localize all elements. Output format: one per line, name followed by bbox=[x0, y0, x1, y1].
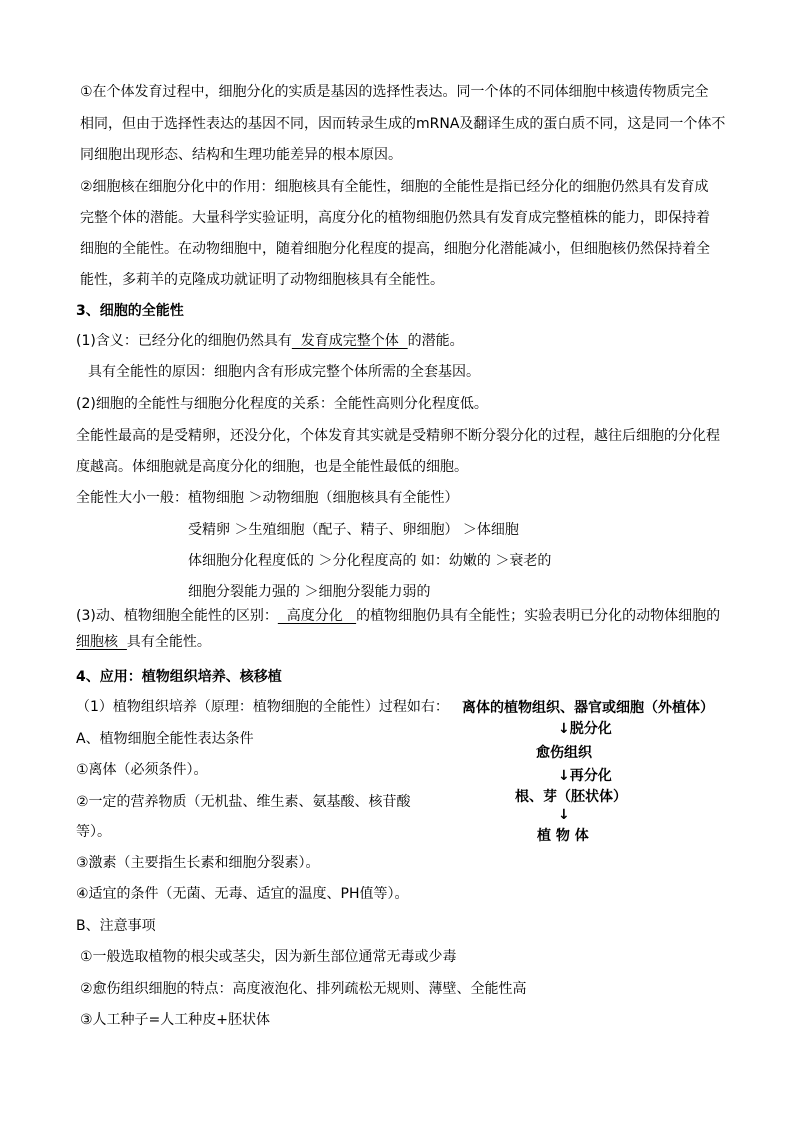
definition-line bbox=[76, 331, 464, 351]
flow-end-plant: 植 物 体 bbox=[537, 828, 589, 844]
flow-step-label: 再分化 bbox=[569, 768, 612, 784]
condition-a-heading: A、植物细胞全能性表达条件 bbox=[76, 731, 254, 747]
animal-plant-difference-line2 bbox=[76, 632, 211, 652]
paragraph-nucleus-line3: 细胞的全能性。在动物细胞中，随着细胞分化程度的提高，细胞分化潜能减小，但细胞核仍然保持着全 bbox=[80, 241, 710, 257]
condition-4: ④适宜的条件（无菌、无毒、适宜的温度、PH值等）。 bbox=[76, 886, 409, 902]
flow-step-label: 脱分化 bbox=[569, 721, 612, 737]
note-1: ①一般选取植物的根尖或茎尖，因为新生部位通常无毒或少毒 bbox=[80, 949, 457, 965]
paragraph-differentiation-line1: ①在个体发育过程中，细胞分化的实质是基因的选择性表达。同一个体的不同体细胞中核遗传物质完全 bbox=[80, 84, 709, 100]
flow-step-redifferentiation bbox=[558, 766, 612, 786]
section-4-heading: 4、应用：植物组织培养、核移植 bbox=[76, 669, 282, 685]
totipotency-reason: 具有全能性的原因：细胞内含有形成完整个体所需的全套基因。 bbox=[88, 364, 480, 380]
condition-3: ③激素（主要指生长素和细胞分裂素）。 bbox=[76, 855, 320, 871]
flow-roots-buds: 根、芽（胚状体） bbox=[515, 789, 627, 805]
down-arrow-icon: ↓ bbox=[558, 721, 570, 737]
totipotency-order-general: 全能性大小一般：植物细胞 ＞动物细胞（细胞核具有全能性） bbox=[76, 490, 459, 506]
paragraph-differentiation-line3: 同细胞出现形态、结构和生理功能差异的根本原因。 bbox=[80, 147, 402, 163]
flow-step-dedifferentiation bbox=[558, 719, 612, 739]
paragraph-nucleus-line2: 完整个体的潜能。大量科学实验证明，高度分化的植物细胞仍然具有发育成完整植株的能力，即保持着 bbox=[80, 210, 710, 226]
totipotency-relation: (2)细胞的全能性与细胞分化程度的关系：全能性高则分化程度低。 bbox=[76, 396, 488, 412]
paragraph-nucleus-line1: ②细胞核在细胞分化中的作用：细胞核具有全能性，细胞的全能性是指已经分化的细胞仍然具有发育成 bbox=[80, 179, 709, 195]
totipotency-order-1: 受精卵 ＞生殖细胞（配子、精子、卵细胞） ＞体细胞 bbox=[188, 522, 519, 538]
animal-plant-difference-line1 bbox=[76, 606, 720, 626]
totipotency-order-3: 细胞分裂能力强的 ＞细胞分裂能力弱的 bbox=[188, 584, 431, 600]
definition-suffix: 的潜能。 bbox=[407, 333, 464, 349]
condition-1: ①离体（必须条件）。 bbox=[76, 762, 208, 778]
difference-blank-2: 细胞核 bbox=[76, 634, 127, 650]
notes-b-heading: B、注意事项 bbox=[76, 918, 156, 934]
tissue-culture-intro: （1）植物组织培养（原理：植物细胞的全能性）过程如右： bbox=[76, 699, 449, 715]
down-arrow-icon: ↓ bbox=[558, 807, 570, 823]
totipotency-order-2: 体细胞分化程度低的 ＞分化程度高的 如：幼嫩的 ＞衰老的 bbox=[188, 553, 552, 569]
section-3-heading: 3、细胞的全能性 bbox=[76, 303, 184, 319]
difference-middle: 的植物细胞仍具有全能性；实验表明已分化的动物体细胞的 bbox=[356, 608, 721, 624]
difference-prefix: (3)动、植物细胞全能性的区别： bbox=[76, 608, 278, 624]
note-2: ②愈伤组织细胞的特点：高度液泡化、排列疏松无规则、薄壁、全能性高 bbox=[80, 981, 527, 997]
highest-totipotency-line2: 度越高。体细胞就是高度分化的细胞，也是全能性最低的细胞。 bbox=[76, 459, 468, 475]
paragraph-differentiation-line2: 相同，但由于选择性表达的基因不同，因而转录生成的mRNA及翻译生成的蛋白质不同，这是同一个体不 bbox=[80, 116, 726, 132]
flow-callus: 愈伤组织 bbox=[536, 745, 592, 761]
definition-blank: 发育成完整个体 bbox=[291, 333, 408, 349]
flow-start-explant: 离体的植物组织、器官或细胞（外植体） bbox=[462, 700, 714, 716]
difference-suffix: 具有全能性。 bbox=[126, 634, 211, 650]
note-3: ③人工种子=人工种皮+胚状体 bbox=[80, 1012, 271, 1028]
highest-totipotency-line1: 全能性最高的是受精卵，还没分化，个体发育其实就是受精卵不断分裂分化的过程，越往后细胞的分化程 bbox=[76, 428, 720, 444]
down-arrow-icon: ↓ bbox=[558, 768, 570, 784]
condition-2-line2: 等）。 bbox=[76, 824, 111, 840]
definition-prefix: (1)含义：已经分化的细胞仍然具有 bbox=[76, 333, 292, 349]
difference-blank-1: 高度分化 bbox=[277, 608, 357, 624]
condition-2-line1: ②一定的营养物质（无机盐、维生素、氨基酸、核苷酸 bbox=[76, 794, 411, 810]
paragraph-nucleus-line4: 能性，多莉羊的克隆成功就证明了动物细胞核具有全能性。 bbox=[80, 272, 444, 288]
flow-arrow-final bbox=[558, 805, 570, 825]
